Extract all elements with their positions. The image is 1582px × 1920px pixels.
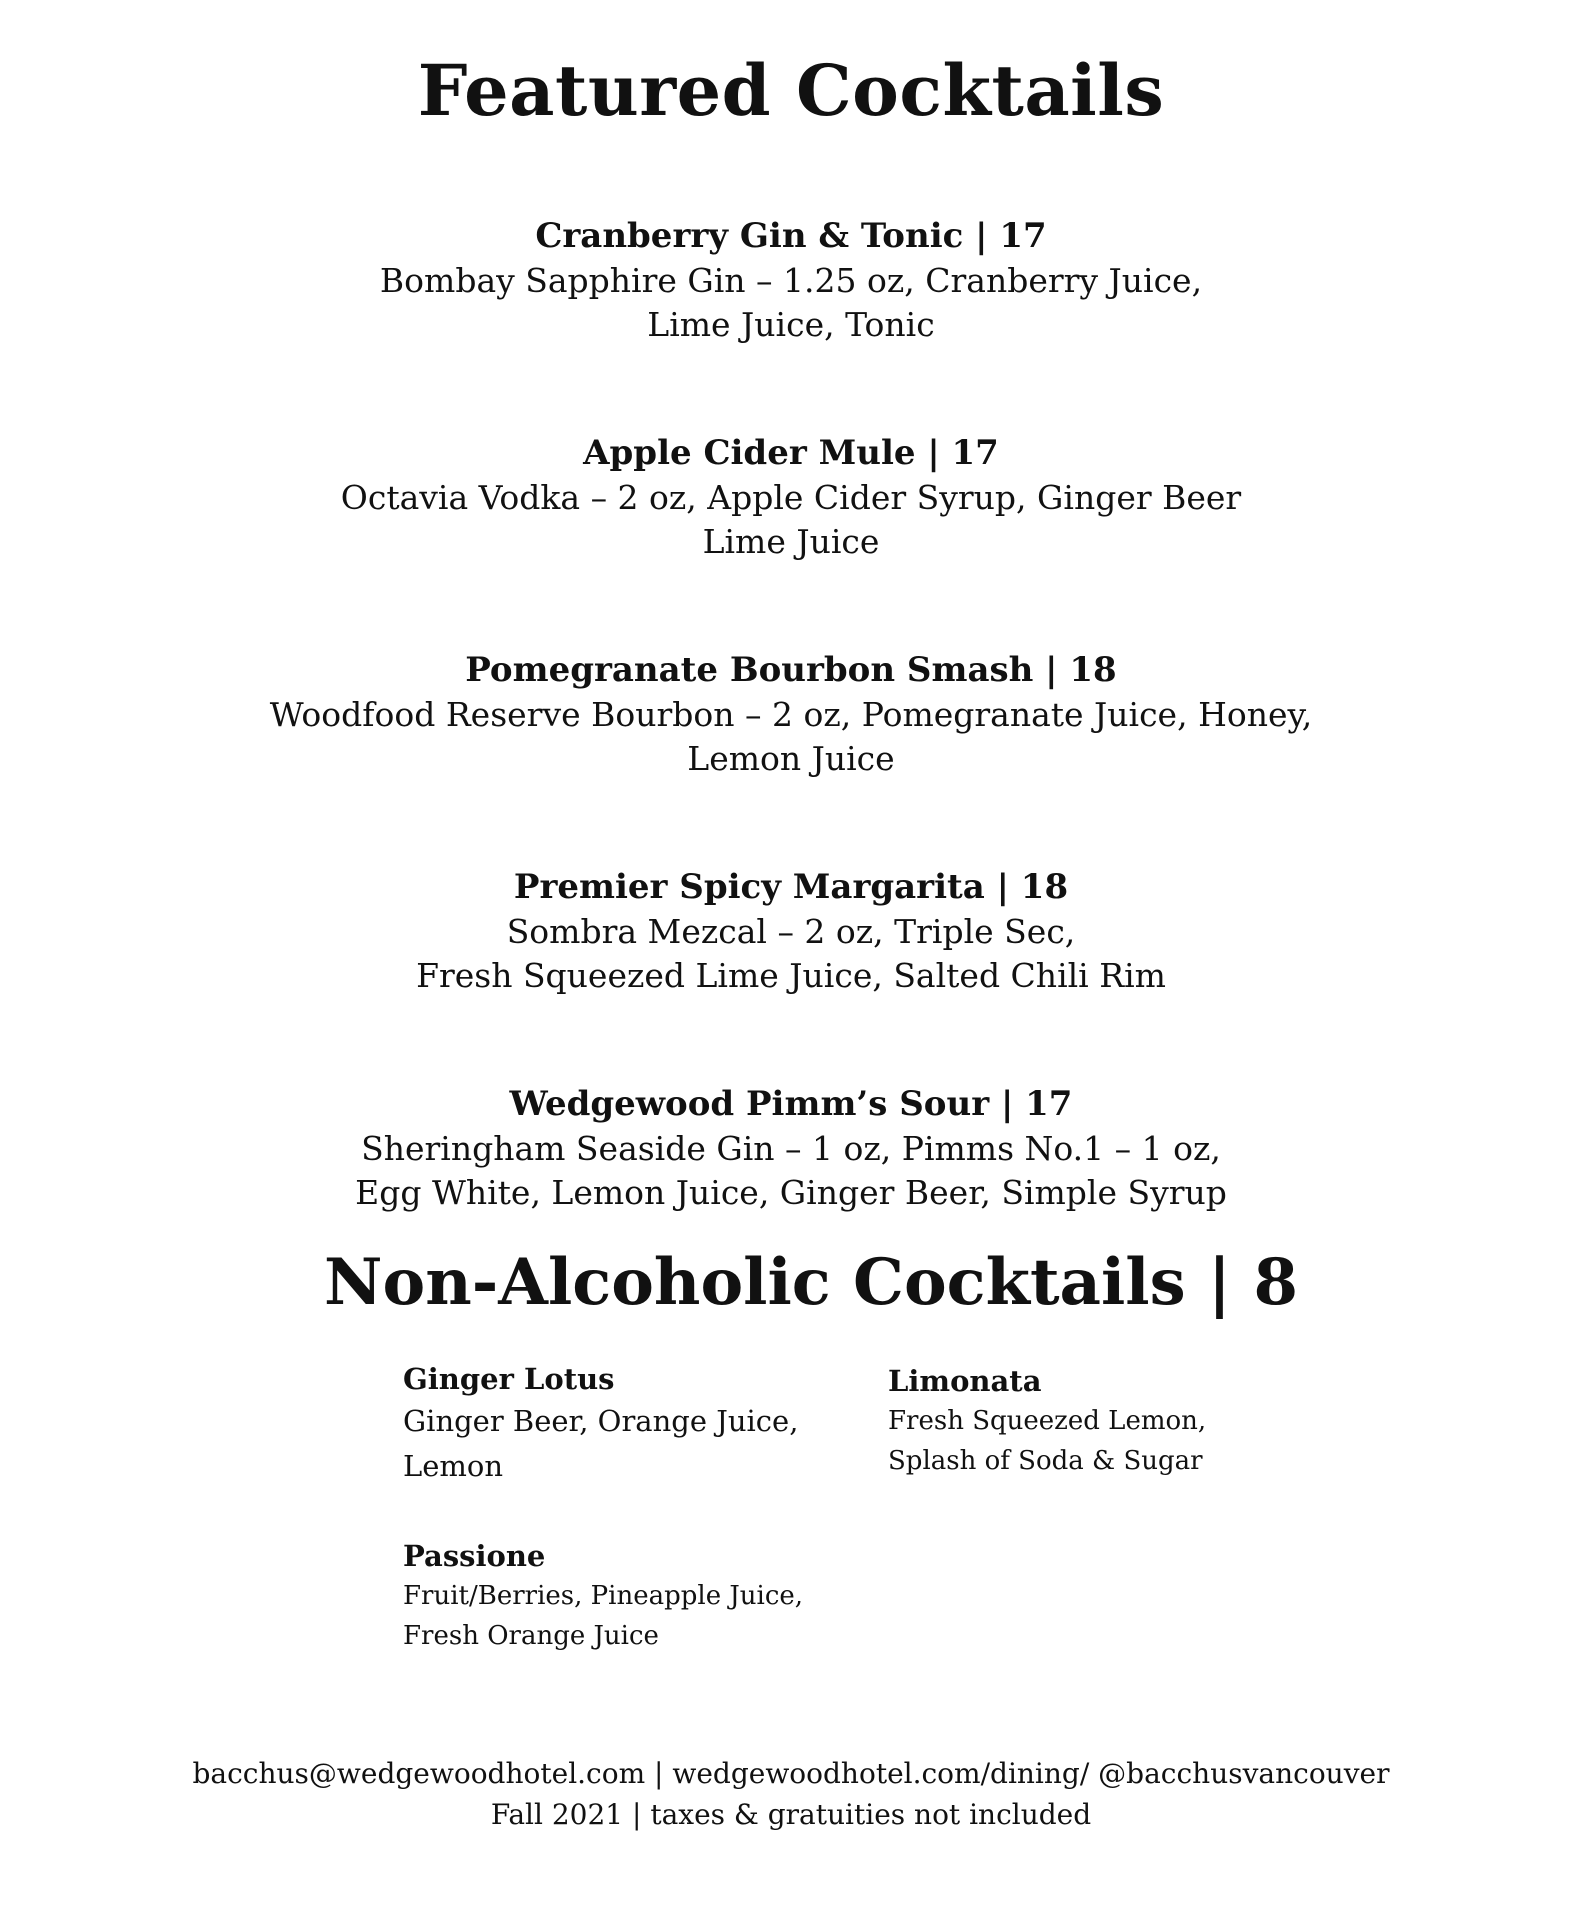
cocktail-item — [0, 431, 1582, 565]
na-item-limonata — [888, 1362, 1308, 1482]
featured-cocktails-list — [0, 214, 1582, 1299]
cocktail-name: Wedgewood Pimm’s Sour | 17 — [509, 1083, 1073, 1124]
cocktail-item — [0, 214, 1582, 348]
na-item-passione — [403, 1537, 823, 1657]
cocktail-name: Cranberry Gin & Tonic | 17 — [535, 216, 1047, 256]
footer-note-line: Fall 2021 | taxes & gratuities not included — [490, 1797, 1092, 1831]
na-item-description: Fresh Squeezed Lemon, Splash of Soda & Sugar — [888, 1406, 1207, 1477]
cocktail-name: Pomegranate Bourbon Smash | 18 — [465, 649, 1117, 690]
na-item-ginger-lotus — [403, 1360, 823, 1489]
footer — [0, 1754, 1582, 1835]
na-item-description: Fruit/Berries, Pineapple Juice, Fresh Orange Juice — [403, 1581, 804, 1652]
na-item-name: Ginger Lotus — [403, 1362, 615, 1396]
na-item-name: Limonata — [888, 1364, 1042, 1398]
cocktail-description: Woodfood Reserve Bourbon – 2 oz, Pomegranate Juice, Honey, Lemon Juice — [269, 694, 1313, 779]
cocktail-item — [0, 648, 1582, 782]
cocktail-description: Sombra Mezcal – 2 oz, Triple Sec, Fresh Squeezed Lime Juice, Salted Chili Rim — [416, 911, 1166, 996]
na-item-description: Ginger Beer, Orange Juice, Lemon — [403, 1404, 799, 1484]
na-item-name: Passione — [403, 1539, 546, 1573]
cocktail-description: Sheringham Seaside Gin – 1 oz, Pimms No.1 – 1 oz, Egg White, Lemon Juice, Ginger Beer, Simple Syrup — [355, 1128, 1227, 1213]
footer-contact-line: bacchus@wedgewoodhotel.com | wedgewoodhotel.com/dining/ @bacchusvancouver — [192, 1757, 1390, 1790]
cocktail-name: Premier Spicy Margarita | 18 — [513, 866, 1069, 907]
cocktail-item — [0, 1082, 1582, 1216]
page-title: Featured Cocktails — [417, 49, 1165, 132]
cocktail-description: Octavia Vodka – 2 oz, Apple Cider Syrup, Ginger Beer Lime Juice — [340, 477, 1242, 562]
cocktail-item — [0, 865, 1582, 999]
cocktail-description: Bombay Sapphire Gin – 1.25 oz, Cranberry Juice, Lime Juice, Tonic — [379, 260, 1203, 345]
cocktail-name: Apple Cider Mule | 17 — [583, 432, 999, 473]
non-alcoholic-title: Non-Alcoholic Cocktails | 8 — [324, 1245, 1298, 1320]
